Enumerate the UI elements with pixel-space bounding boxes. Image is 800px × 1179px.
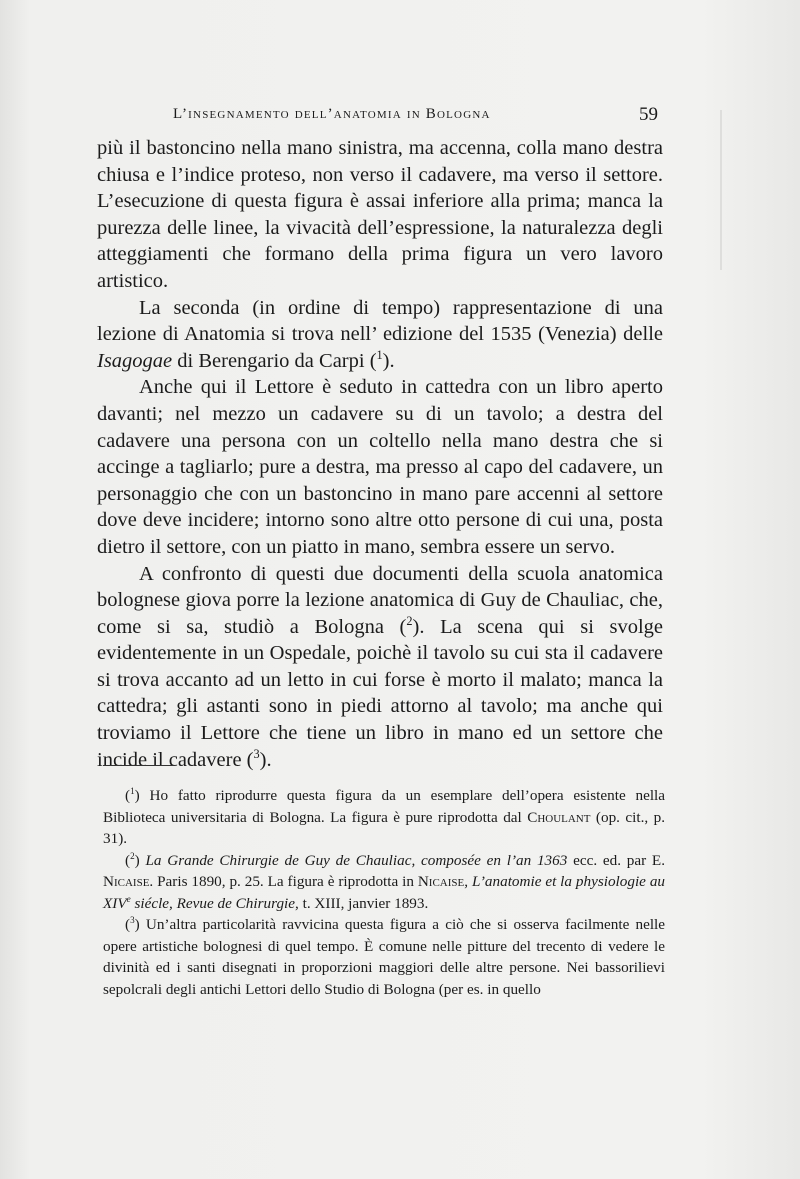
paragraph-text: di Berengario da Carpi ( xyxy=(172,349,377,372)
footnote-text: , t. XIII, janvier 1893. xyxy=(295,894,429,912)
paragraph xyxy=(97,561,663,774)
book-title: La Grande Chirurgie de Guy de Chauliac, composée en l’an 1363 xyxy=(145,851,568,869)
footnote-text: , xyxy=(464,873,472,890)
book-title: Isagogae xyxy=(97,349,173,372)
paragraph-text: ). xyxy=(259,748,272,771)
paragraph xyxy=(97,135,663,295)
paragraph-text: La seconda (in ordine di tempo) rappresentazione di una lezione di Anatomia si trova nell’ edizione del 1535 (Venezia) delle xyxy=(97,296,663,346)
footnote: ($^1$) Ho fatto riprodurre questa figura da un esemplare dell’opera esistente nella Biblioteca universitaria di Bologna. La figura è pure riprodotta dal Choulant (op. cit., p. 31). xyxy=(103,785,665,847)
footnote-text: ecc. ed. par E. xyxy=(567,851,665,869)
footnote-separator xyxy=(103,765,175,766)
paragraph xyxy=(97,374,663,560)
paragraph-text: ). xyxy=(382,349,395,372)
footnote-mark: 1 xyxy=(130,785,135,796)
footnote-ref: 1 xyxy=(376,347,383,362)
author-name: Nicaise xyxy=(417,873,465,890)
author-name: Nicaise xyxy=(103,873,150,890)
paragraph-text: Anche qui il Lettore è seduto in cattedra con un libro aperto davanti; nel mezzo un cadavere su di un tavolo; a destra del cadavere una persona con un coltello nella mano destra che si accinge a tagliarlo; pure a destra, ma presso al capo del cadavere, un personaggio che con un bastoncino in mano pare accenni al settore dove deve incidere; intorno sono altre otto persone di cui una, posta dietro il settore, con un piatto in mano, sembra essere un servo. xyxy=(97,376,663,558)
footnote-mark: 3 xyxy=(130,914,135,925)
article-title-part: siécle, Revue de Chirurgie xyxy=(130,894,296,912)
footnote-text: (op. cit., p. 31). xyxy=(103,808,665,847)
running-head-title: L’insegnamento dell’anatomia in Bologna xyxy=(173,106,491,122)
author-name: Choulant xyxy=(527,808,591,826)
footnote-text: Ho fatto riprodurre questa figura da un esemplare dell’opera esistente nella Biblioteca universitaria di Bologna. La figura è pure riprodotta dal xyxy=(103,787,665,826)
running-head xyxy=(173,104,658,130)
paragraph-text: A confronto di questi due documenti della scuola anatomica bolognese giova porre la lezione anatomica di Guy de Chauliac, che, come si sa, studiò a Bologna ( xyxy=(97,562,663,638)
footnote-ref: 3 xyxy=(253,746,260,761)
footnote-text: . Paris 1890, p. 25. La figura è riprodotta in xyxy=(149,873,418,890)
footnote-text: Un’altra particolarità ravvicina questa figura a ciò che si osserva facilmente nelle opere artistiche bolognesi di quel tempo. È comune nelle pitture del trecento di vedere le divinità ed i santi disegnati in proporzioni maggiori delle altre persone. Nei bassorilievi sepolcrali degli antichi Lettori dello Studio di Bologna (per es. in quello xyxy=(103,916,665,998)
footnote-mark: 2 xyxy=(130,850,135,861)
footnote: ($^2$) La Grande Chirurgie de Guy de Chauliac, composée en l’an 1363 ecc. ed. par E. Nicaise. Paris 1890, p. 25. La figura è riprodotta in Nicaise, L’anatomie et la physiologie au XIVe siécle, Revue de Chirurgie, t. XIII, janvier 1893. xyxy=(103,850,666,912)
page-crease xyxy=(720,110,722,270)
page-number: 59 xyxy=(639,104,658,125)
footnote: ($^3$) Un’altra particolarità ravvicina questa figura a ciò che si osserva facilmente nelle opere artistiche bolognesi di quel tempo. È comune nelle pitture del trecento di vedere le divinità ed i santi disegnati in proporzioni maggiori delle altre persone. Nei bassorilievi sepolcrali degli antichi Lettori dello Studio di Bologna (per es. in quello xyxy=(103,914,665,998)
body-text xyxy=(97,135,663,773)
paragraph xyxy=(97,295,663,375)
footnote-ref: 2 xyxy=(406,613,413,628)
article-title-part: L’anatomie et la physiologie au XIV xyxy=(103,873,666,912)
footnotes xyxy=(103,785,665,1000)
paragraph-text: ). La scena qui si svolge evidentemente in un Ospedale, poichè il tavolo su cui sta il cadavere si trova accanto ad un letto in cui forse è morto il malato; manca la cattedra; gli astanti sono in piedi attorno al tavolo; ma anche qui troviamo il Lettore che tiene un libro in mano ed un settore che incide il cadavere ( xyxy=(97,615,664,771)
paragraph-text: più il bastoncino nella mano sinistra, ma accenna, colla mano destra chiusa e l’indice proteso, non verso il cadavere, ma verso il settore. L’esecuzione di questa figura è assai inferiore alla prima; manca la purezza delle linee, la vivacità dell’espressione, la naturalezza degli atteggiamenti che formano della prima figura un vero lavoro artistico. xyxy=(97,137,663,292)
century-suffix: e xyxy=(126,893,131,904)
